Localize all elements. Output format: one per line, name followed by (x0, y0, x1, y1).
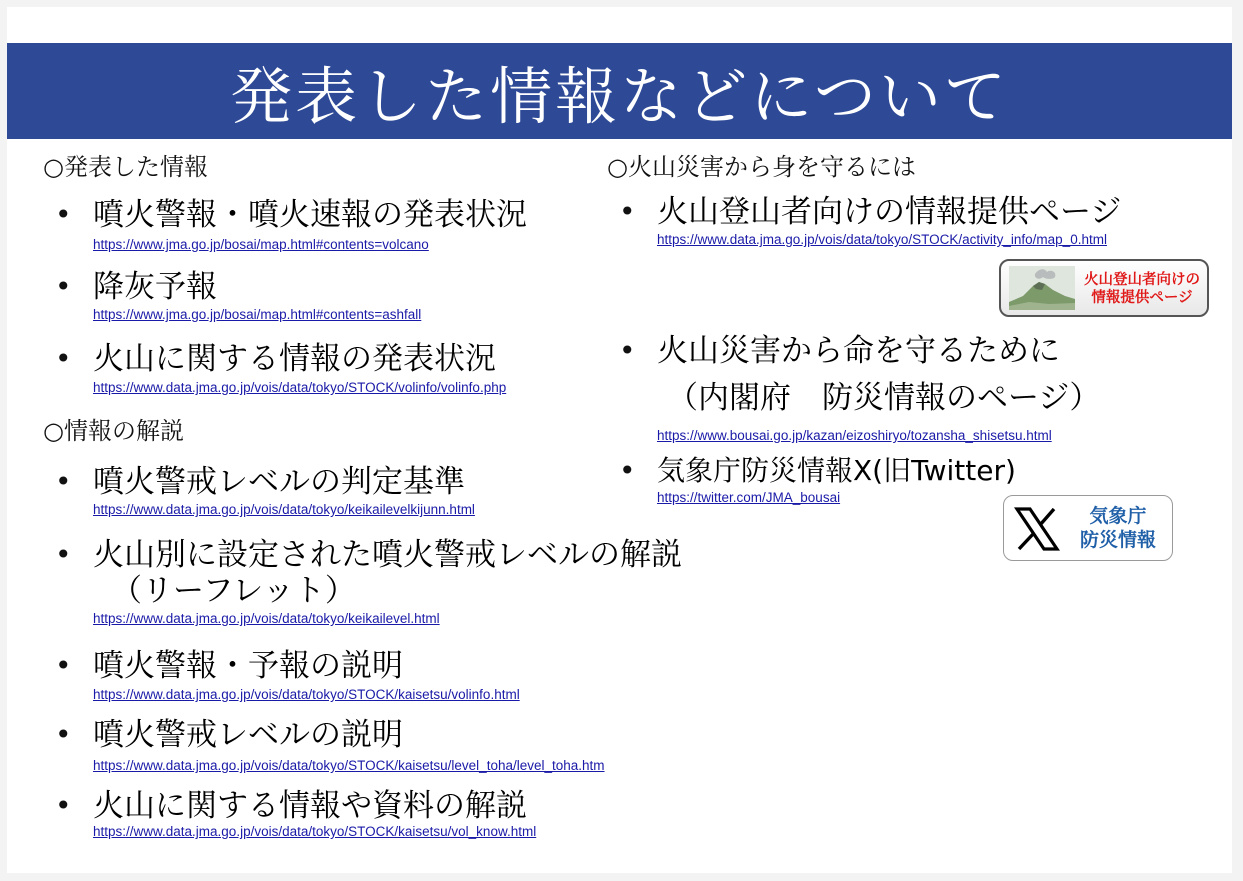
bullet: • (55, 270, 72, 303)
item-link[interactable]: https://www.data.jma.go.jp/vois/data/tokyo/STOCK/volinfo/volinfo.php (93, 380, 507, 395)
item-title: 噴火警戒レベルの判定基準 (93, 464, 465, 500)
item-link[interactable]: https://www.bousai.go.jp/kazan/eizoshiryo/tozansha_shisetsu.html (657, 428, 1052, 443)
page-title: 発表した情報などについて (7, 43, 1232, 139)
item-title: 降灰予報 (93, 269, 217, 305)
bullet: • (619, 334, 636, 367)
item-link[interactable]: https://www.jma.go.jp/bosai/map.html#contents=volcano (93, 237, 429, 252)
bullet: • (55, 649, 72, 682)
item-title: 噴火警報・予報の説明 (93, 648, 403, 684)
item-title: 火山災害から命を守るために (657, 333, 1060, 369)
item-link[interactable]: https://www.data.jma.go.jp/vois/data/tokyo/STOCK/activity_info/map_0.html (657, 232, 1107, 247)
bullet: • (55, 538, 72, 571)
x-button-line2: 防災情報 (1079, 529, 1156, 551)
x-logo-icon (1014, 506, 1060, 552)
volcano-climbers-info-button[interactable] (999, 259, 1209, 317)
item-link[interactable]: https://www.data.jma.go.jp/vois/data/tokyo/STOCK/kaisetsu/vol_know.html (93, 824, 537, 839)
section-heading-explanation: ○情報の解説 (43, 417, 184, 445)
bullet: • (619, 454, 636, 487)
bullet: • (619, 195, 636, 228)
item-title: 火山に関する情報や資料の解説 (93, 788, 527, 824)
item-title: 火山登山者向けの情報提供ページ (657, 194, 1122, 230)
x-button-line1: 気象庁 (1089, 505, 1147, 527)
item-link[interactable]: https://www.data.jma.go.jp/vois/data/tokyo/STOCK/kaisetsu/volinfo.html (93, 687, 520, 702)
item-title: 火山別に設定された噴火警戒レベルの解説 (93, 537, 682, 573)
item-title: 噴火警戒レベルの説明 (93, 717, 403, 753)
volcano-button-line2: 情報提供ページ (1091, 290, 1193, 306)
bullet: • (55, 465, 72, 498)
volcano-button-label (1077, 271, 1207, 307)
item-title: 気象庁防災情報X(旧Twitter) (657, 454, 1016, 487)
x-jma-bousai-button[interactable] (1003, 495, 1173, 561)
item-title: 噴火警報・噴火速報の発表状況 (93, 197, 527, 233)
bullet: • (55, 718, 72, 751)
item-title-line2: （内閣府 防災情報のページ） (667, 380, 1101, 416)
item-link[interactable]: https://www.jma.go.jp/bosai/map.html#contents=ashfall (93, 307, 422, 322)
volcano-button-line1: 火山登山者向けの (1084, 272, 1200, 288)
bullet: • (55, 342, 72, 375)
bullet: • (55, 789, 72, 822)
slide (7, 7, 1232, 873)
x-button-label (1070, 504, 1166, 552)
bullet: • (55, 198, 72, 231)
section-heading-protect: ○火山災害から身を守るには (607, 153, 916, 181)
item-link[interactable]: https://www.data.jma.go.jp/vois/data/tokyo/STOCK/kaisetsu/level_toha/level_toha.htm (93, 758, 605, 773)
item-title-line2: （リーフレット） (111, 573, 356, 609)
item-link[interactable]: https://www.data.jma.go.jp/vois/data/tokyo/keikailevel.html (93, 611, 440, 626)
item-link[interactable]: https://www.data.jma.go.jp/vois/data/tokyo/keikailevelkijunn.html (93, 502, 475, 517)
volcano-icon (1009, 266, 1075, 310)
item-title: 火山に関する情報の発表状況 (93, 341, 496, 377)
item-link[interactable]: https://twitter.com/JMA_bousai (657, 490, 841, 505)
section-heading-published: ○発表した情報 (43, 153, 208, 181)
